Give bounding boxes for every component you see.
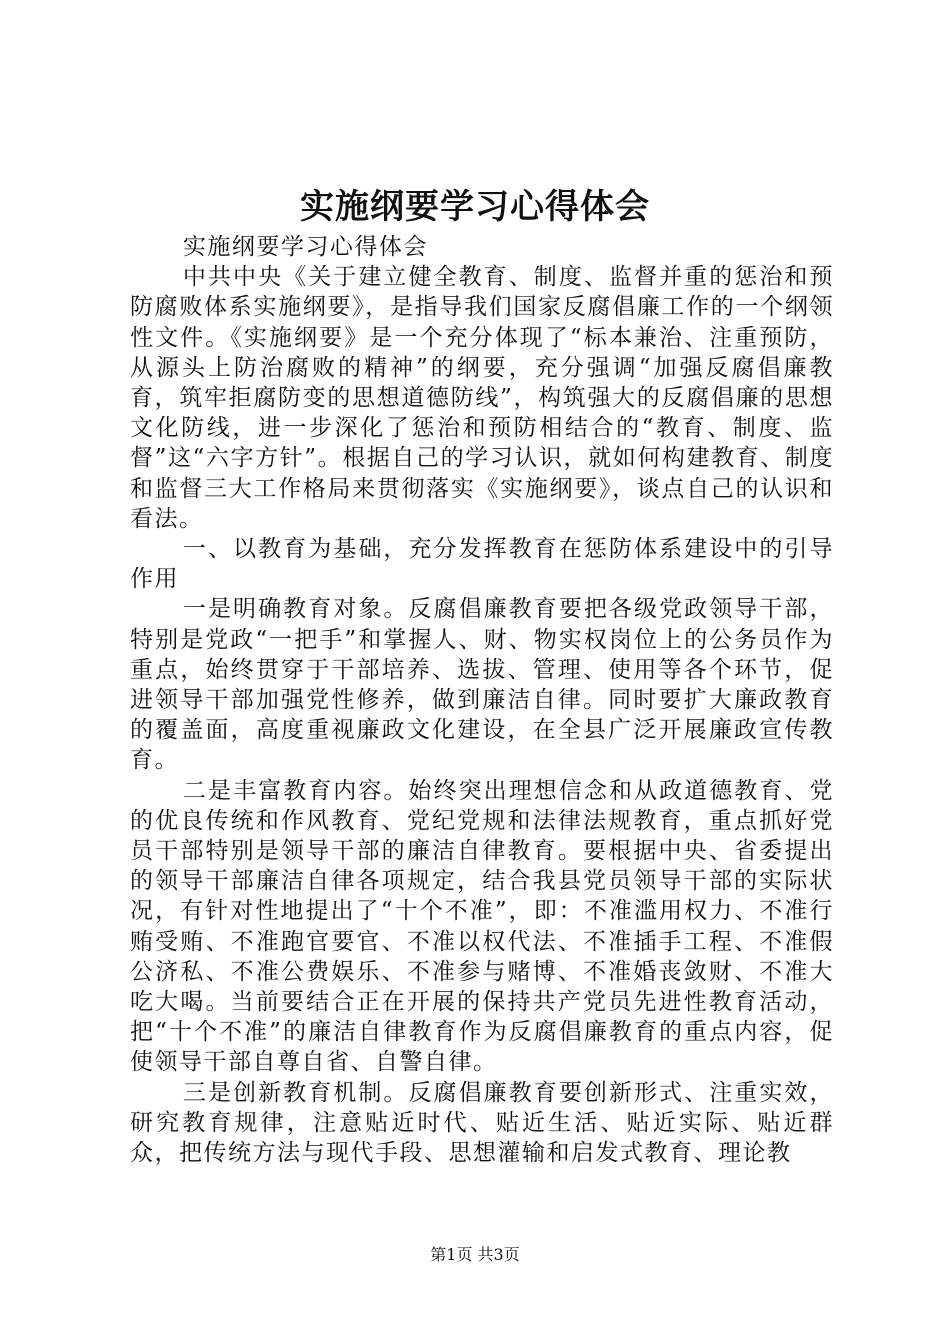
intro-paragraph: 中共中央《关于建立健全教育、制度、监督并重的惩治和预防腐败体系实施纲要》，是指导我们国家反腐倡廉工作的一个纲领性文件。《实施纲要》是一个充分体现了“标本兼治、注重预防，从源头上防治腐败的精神”的纲要，充分强调“加强反腐倡廉教育，筑牢拒腐防变的思想道德防线”，构筑强大的反腐倡廉的思想文化防线，进一步深化了惩治和预防相结合的“教育、制度、监督”这“六字方针”。根据自己的学习认识，就如何构建教育、制度和监督三大工作格局来贯彻落实《实施纲要》，谈点自己的认识和看法。: [130, 264, 834, 532]
page-number-footer: 第1页 共3页: [430, 1245, 520, 1264]
subtitle-paragraph: 实施纲要学习心得体会: [182, 234, 428, 260]
point-two-paragraph: 二是丰富教育内容。始终突出理想信念和从政道德教育、党的优良传统和作风教育、党纪党规和法律法规教育，重点抓好党员干部特别是领导干部的廉洁自律教育。要根据中央、省委提出的领导干部廉洁自律各项规定，结合我县党员领导干部的实际状况，有针对性地提出了“十个不准”，即：不准滥用权力、不准行贿受贿、不准跑官要官、不准以权代法、不准插手工程、不准假公济私、不准公费娱乐、不准参与赌博、不准婚丧敛财、不准大吃大喝。当前要结合正在开展的保持共产党员先进性教育活动，把“十个不准”的廉洁自律教育作为反腐倡廉教育的重点内容，促使领导干部自尊自省、自警自律。: [130, 777, 834, 1076]
section-heading-paragraph: 一、以教育为基础，充分发挥教育在惩防体系建设中的引导作用: [130, 536, 834, 593]
document-body: [130, 232, 834, 1168]
document-title: 实施纲要学习心得体会: [300, 187, 650, 227]
point-one-paragraph: 一是明确教育对象。反腐倡廉教育要把各级党政领导干部，特别是党政“一把手”和掌握人、财、物实权岗位上的公务员作为重点，始终贯穿于干部培养、选拔、管理、使用等各个环节，促进领导干部加强党性修养，做到廉洁自律。同时要扩大廉政教育的覆盖面，高度重视廉政文化建设，在全县广泛开展廉政宣传教育。: [130, 596, 834, 774]
point-three-paragraph: 三是创新教育机制。反腐倡廉教育要创新形式、注重实效，研究教育规律，注意贴近时代、贴近生活、贴近实际、贴近群众，把传统方法与现代手段、思想灌输和启发式教育、理论教: [130, 1079, 834, 1167]
